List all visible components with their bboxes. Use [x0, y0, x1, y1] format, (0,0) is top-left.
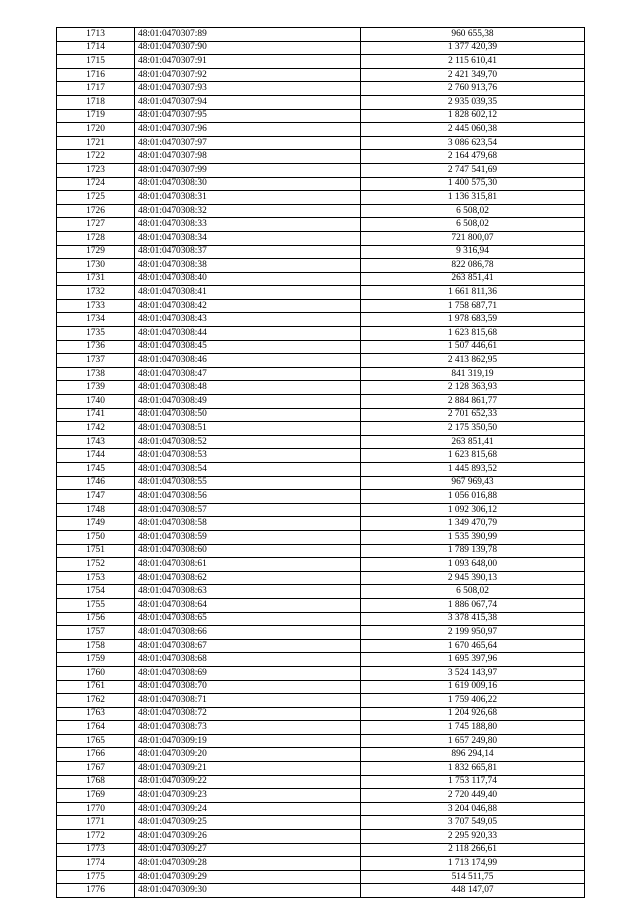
cadastral-value-cell: 2 175 350,50 — [361, 422, 585, 436]
table-row — [57, 748, 585, 762]
cadastral-number-cell: 48:01:0470309:19 — [135, 734, 361, 748]
table-row — [57, 653, 585, 667]
table-row — [57, 816, 585, 830]
cadastral-value-cell: 1 056 016,88 — [361, 490, 585, 504]
row-number-cell: 1759 — [57, 653, 135, 667]
table-row — [57, 530, 585, 544]
cadastral-value-cell: 3 086 623,54 — [361, 136, 585, 150]
row-number-cell: 1769 — [57, 789, 135, 803]
row-number-cell: 1721 — [57, 136, 135, 150]
cadastral-number-cell: 48:01:0470307:96 — [135, 123, 361, 137]
row-number-cell: 1716 — [57, 68, 135, 82]
table-row — [57, 762, 585, 776]
cadastral-number-cell: 48:01:0470308:53 — [135, 449, 361, 463]
cadastral-number-cell: 48:01:0470308:45 — [135, 340, 361, 354]
row-number-cell: 1734 — [57, 313, 135, 327]
cadastral-value-cell: 2 884 861,77 — [361, 395, 585, 409]
cadastral-value-cell: 2 445 060,38 — [361, 123, 585, 137]
cadastral-number-cell: 48:01:0470308:32 — [135, 204, 361, 218]
cadastral-number-cell: 48:01:0470308:73 — [135, 721, 361, 735]
row-number-cell: 1733 — [57, 299, 135, 313]
cadastral-value-cell: 1 670 465,64 — [361, 639, 585, 653]
row-number-cell: 1728 — [57, 231, 135, 245]
table-row — [57, 381, 585, 395]
cadastral-number-cell: 48:01:0470308:57 — [135, 503, 361, 517]
cadastral-value-cell: 3 204 046,88 — [361, 802, 585, 816]
row-number-cell: 1762 — [57, 694, 135, 708]
row-number-cell: 1752 — [57, 558, 135, 572]
table-row — [57, 463, 585, 477]
table-row — [57, 231, 585, 245]
row-number-cell: 1764 — [57, 721, 135, 735]
cadastral-value-cell: 263 851,41 — [361, 272, 585, 286]
cadastral-value-cell: 1 978 683,59 — [361, 313, 585, 327]
row-number-cell: 1755 — [57, 598, 135, 612]
cadastral-number-cell: 48:01:0470308:43 — [135, 313, 361, 327]
table-row — [57, 95, 585, 109]
cadastral-value-cell: 1 377 420,39 — [361, 41, 585, 55]
row-number-cell: 1773 — [57, 843, 135, 857]
cadastral-number-cell: 48:01:0470307:89 — [135, 28, 361, 42]
table-row — [57, 259, 585, 273]
table-row — [57, 884, 585, 898]
row-number-cell: 1757 — [57, 626, 135, 640]
cadastral-number-cell: 48:01:0470308:66 — [135, 626, 361, 640]
row-number-cell: 1765 — [57, 734, 135, 748]
cadastral-value-cell: 3 378 415,38 — [361, 612, 585, 626]
cadastral-number-cell: 48:01:0470308:59 — [135, 530, 361, 544]
cadastral-number-cell: 48:01:0470308:68 — [135, 653, 361, 667]
row-number-cell: 1768 — [57, 775, 135, 789]
cadastral-number-cell: 48:01:0470308:70 — [135, 680, 361, 694]
cadastral-value-cell: 822 086,78 — [361, 259, 585, 273]
cadastral-number-cell: 48:01:0470308:44 — [135, 327, 361, 341]
cadastral-number-cell: 48:01:0470308:54 — [135, 463, 361, 477]
cadastral-number-cell: 48:01:0470308:34 — [135, 231, 361, 245]
cadastral-value-cell: 1 745 188,80 — [361, 721, 585, 735]
table-row — [57, 123, 585, 137]
table-row — [57, 666, 585, 680]
cadastral-value-cell: 1 507 446,61 — [361, 340, 585, 354]
cadastral-value-cell: 448 147,07 — [361, 884, 585, 898]
cadastral-number-cell: 48:01:0470308:42 — [135, 299, 361, 313]
table-row — [57, 503, 585, 517]
cadastral-number-cell: 48:01:0470308:37 — [135, 245, 361, 259]
cadastral-value-cell: 1 828 602,12 — [361, 109, 585, 123]
cadastral-value-cell: 1 753 117,74 — [361, 775, 585, 789]
table-row — [57, 775, 585, 789]
cadastral-value-cell: 6 508,02 — [361, 585, 585, 599]
table-row — [57, 408, 585, 422]
cadastral-value-cell: 967 969,43 — [361, 476, 585, 490]
row-number-cell: 1725 — [57, 191, 135, 205]
cadastral-number-cell: 48:01:0470307:97 — [135, 136, 361, 150]
cadastral-number-cell: 48:01:0470309:20 — [135, 748, 361, 762]
cadastral-value-cell: 2 747 541,69 — [361, 163, 585, 177]
row-number-cell: 1722 — [57, 150, 135, 164]
cadastral-value-cell: 1 789 139,78 — [361, 544, 585, 558]
row-number-cell: 1775 — [57, 870, 135, 884]
table-row — [57, 313, 585, 327]
cadastral-number-cell: 48:01:0470309:26 — [135, 830, 361, 844]
row-number-cell: 1766 — [57, 748, 135, 762]
row-number-cell: 1746 — [57, 476, 135, 490]
cadastral-value-cell: 1 623 815,68 — [361, 449, 585, 463]
cadastral-value-cell: 9 316,94 — [361, 245, 585, 259]
row-number-cell: 1753 — [57, 571, 135, 585]
cadastral-number-cell: 48:01:0470308:72 — [135, 707, 361, 721]
cadastral-number-cell: 48:01:0470307:92 — [135, 68, 361, 82]
table-row — [57, 55, 585, 69]
table-row — [57, 150, 585, 164]
row-number-cell: 1760 — [57, 666, 135, 680]
table-row — [57, 136, 585, 150]
cadastral-value-cell: 1 093 648,00 — [361, 558, 585, 572]
cadastral-number-cell: 48:01:0470308:62 — [135, 571, 361, 585]
table-row — [57, 585, 585, 599]
row-number-cell: 1745 — [57, 463, 135, 477]
table-row — [57, 82, 585, 96]
table-row — [57, 245, 585, 259]
row-number-cell: 1772 — [57, 830, 135, 844]
table-row — [57, 395, 585, 409]
row-number-cell: 1747 — [57, 490, 135, 504]
cadastral-number-cell: 48:01:0470309:23 — [135, 789, 361, 803]
cadastral-number-cell: 48:01:0470308:33 — [135, 218, 361, 232]
table-row — [57, 612, 585, 626]
cadastral-number-cell: 48:01:0470309:24 — [135, 802, 361, 816]
table-row — [57, 41, 585, 55]
table-row — [57, 721, 585, 735]
row-number-cell: 1719 — [57, 109, 135, 123]
cadastral-value-cell: 1 713 174,99 — [361, 857, 585, 871]
cadastral-number-cell: 48:01:0470308:47 — [135, 367, 361, 381]
cadastral-number-cell: 48:01:0470308:38 — [135, 259, 361, 273]
cadastral-value-cell: 2 935 039,35 — [361, 95, 585, 109]
cadastral-number-cell: 48:01:0470308:56 — [135, 490, 361, 504]
cadastral-number-cell: 48:01:0470309:25 — [135, 816, 361, 830]
cadastral-number-cell: 48:01:0470307:99 — [135, 163, 361, 177]
cadastral-number-cell: 48:01:0470308:49 — [135, 395, 361, 409]
row-number-cell: 1718 — [57, 95, 135, 109]
row-number-cell: 1756 — [57, 612, 135, 626]
row-number-cell: 1740 — [57, 395, 135, 409]
table-row — [57, 163, 585, 177]
table-row — [57, 354, 585, 368]
row-number-cell: 1732 — [57, 286, 135, 300]
row-number-cell: 1730 — [57, 259, 135, 273]
cadastral-number-cell: 48:01:0470308:60 — [135, 544, 361, 558]
cadastral-value-cell: 1 759 406,22 — [361, 694, 585, 708]
cadastral-number-cell: 48:01:0470309:29 — [135, 870, 361, 884]
table-row — [57, 734, 585, 748]
cadastral-value-cell: 1 832 665,81 — [361, 762, 585, 776]
cadastral-value-cell: 1 400 575,30 — [361, 177, 585, 191]
table-row — [57, 802, 585, 816]
row-number-cell: 1737 — [57, 354, 135, 368]
cadastral-value-cell: 3 524 143,97 — [361, 666, 585, 680]
table-row — [57, 857, 585, 871]
row-number-cell: 1763 — [57, 707, 135, 721]
table-row — [57, 422, 585, 436]
cadastral-number-cell: 48:01:0470308:41 — [135, 286, 361, 300]
table-row — [57, 177, 585, 191]
cadastral-value-cell: 841 319,19 — [361, 367, 585, 381]
cadastral-value-cell: 960 655,38 — [361, 28, 585, 42]
cadastral-value-cell: 721 800,07 — [361, 231, 585, 245]
cadastral-value-cell: 1 695 397,96 — [361, 653, 585, 667]
row-number-cell: 1739 — [57, 381, 135, 395]
row-number-cell: 1729 — [57, 245, 135, 259]
row-number-cell: 1727 — [57, 218, 135, 232]
cadastral-number-cell: 48:01:0470308:48 — [135, 381, 361, 395]
cadastral-number-cell: 48:01:0470307:95 — [135, 109, 361, 123]
cadastral-value-cell: 1 619 009,16 — [361, 680, 585, 694]
cadastral-number-cell: 48:01:0470309:28 — [135, 857, 361, 871]
row-number-cell: 1741 — [57, 408, 135, 422]
table-row — [57, 327, 585, 341]
row-number-cell: 1770 — [57, 802, 135, 816]
cadastral-value-cell: 2 413 862,95 — [361, 354, 585, 368]
cadastral-number-cell: 48:01:0470308:61 — [135, 558, 361, 572]
cadastral-value-cell: 1 661 811,36 — [361, 286, 585, 300]
row-number-cell: 1717 — [57, 82, 135, 96]
cadastral-value-cell: 2 128 363,93 — [361, 381, 585, 395]
cadastral-number-cell: 48:01:0470309:27 — [135, 843, 361, 857]
row-number-cell: 1715 — [57, 55, 135, 69]
cadastral-value-cell: 1 535 390,99 — [361, 530, 585, 544]
table-row — [57, 340, 585, 354]
table-row — [57, 68, 585, 82]
cadastral-value-cell: 1 758 687,71 — [361, 299, 585, 313]
table-row — [57, 544, 585, 558]
cadastral-number-cell: 48:01:0470307:90 — [135, 41, 361, 55]
row-number-cell: 1776 — [57, 884, 135, 898]
row-number-cell: 1723 — [57, 163, 135, 177]
row-number-cell: 1731 — [57, 272, 135, 286]
row-number-cell: 1714 — [57, 41, 135, 55]
row-number-cell: 1744 — [57, 449, 135, 463]
table-row — [57, 299, 585, 313]
row-number-cell: 1726 — [57, 204, 135, 218]
table-row — [57, 476, 585, 490]
table-row — [57, 517, 585, 531]
row-number-cell: 1754 — [57, 585, 135, 599]
row-number-cell: 1750 — [57, 530, 135, 544]
cadastral-number-cell: 48:01:0470308:40 — [135, 272, 361, 286]
cadastral-number-cell: 48:01:0470308:67 — [135, 639, 361, 653]
cadastral-number-cell: 48:01:0470308:71 — [135, 694, 361, 708]
cadastral-number-cell: 48:01:0470308:64 — [135, 598, 361, 612]
table-row — [57, 598, 585, 612]
cadastral-number-cell: 48:01:0470308:63 — [135, 585, 361, 599]
cadastral-number-cell: 48:01:0470307:93 — [135, 82, 361, 96]
cadastral-number-cell: 48:01:0470309:21 — [135, 762, 361, 776]
cadastral-number-cell: 48:01:0470308:58 — [135, 517, 361, 531]
cadastral-number-cell: 48:01:0470308:52 — [135, 435, 361, 449]
table-row — [57, 626, 585, 640]
cadastral-number-cell: 48:01:0470308:69 — [135, 666, 361, 680]
row-number-cell: 1736 — [57, 340, 135, 354]
cadastral-value-cell: 2 295 920,33 — [361, 830, 585, 844]
cadastral-number-cell: 48:01:0470308:55 — [135, 476, 361, 490]
table-body — [57, 28, 585, 898]
cadastral-value-cell: 1 204 926,68 — [361, 707, 585, 721]
row-number-cell: 1738 — [57, 367, 135, 381]
table-row — [57, 830, 585, 844]
row-number-cell: 1758 — [57, 639, 135, 653]
cadastral-number-cell: 48:01:0470307:91 — [135, 55, 361, 69]
cadastral-value-cell: 1 136 315,81 — [361, 191, 585, 205]
cadastral-value-cell: 1 623 815,68 — [361, 327, 585, 341]
cadastral-value-cell: 2 720 449,40 — [361, 789, 585, 803]
table-row — [57, 571, 585, 585]
cadastral-number-cell: 48:01:0470308:31 — [135, 191, 361, 205]
cadastral-number-cell: 48:01:0470308:50 — [135, 408, 361, 422]
cadastral-number-cell: 48:01:0470309:22 — [135, 775, 361, 789]
table-row — [57, 204, 585, 218]
data-table — [56, 27, 585, 898]
row-number-cell: 1743 — [57, 435, 135, 449]
cadastral-value-cell: 2 945 390,13 — [361, 571, 585, 585]
table-row — [57, 191, 585, 205]
row-number-cell: 1771 — [57, 816, 135, 830]
table-row — [57, 639, 585, 653]
cadastral-value-cell: 2 701 652,33 — [361, 408, 585, 422]
cadastral-value-cell: 3 707 549,05 — [361, 816, 585, 830]
row-number-cell: 1751 — [57, 544, 135, 558]
cadastral-value-cell: 514 511,75 — [361, 870, 585, 884]
row-number-cell: 1761 — [57, 680, 135, 694]
cadastral-value-cell: 1 445 893,52 — [361, 463, 585, 477]
table-row — [57, 218, 585, 232]
table-row — [57, 680, 585, 694]
row-number-cell: 1713 — [57, 28, 135, 42]
row-number-cell: 1720 — [57, 123, 135, 137]
row-number-cell: 1767 — [57, 762, 135, 776]
cadastral-number-cell: 48:01:0470308:46 — [135, 354, 361, 368]
cadastral-number-cell: 48:01:0470308:30 — [135, 177, 361, 191]
table-row — [57, 367, 585, 381]
cadastral-value-cell: 2 115 610,41 — [361, 55, 585, 69]
table-row — [57, 28, 585, 42]
table-row — [57, 286, 585, 300]
table-row — [57, 707, 585, 721]
cadastral-number-cell: 48:01:0470309:30 — [135, 884, 361, 898]
table-row — [57, 449, 585, 463]
cadastral-number-cell: 48:01:0470308:65 — [135, 612, 361, 626]
cadastral-value-cell: 1 657 249,80 — [361, 734, 585, 748]
table-row — [57, 870, 585, 884]
table-row — [57, 109, 585, 123]
row-number-cell: 1748 — [57, 503, 135, 517]
cadastral-value-cell: 1 092 306,12 — [361, 503, 585, 517]
table-row — [57, 558, 585, 572]
cadastral-value-cell: 2 760 913,76 — [361, 82, 585, 96]
row-number-cell: 1774 — [57, 857, 135, 871]
row-number-cell: 1735 — [57, 327, 135, 341]
cadastral-number-cell: 48:01:0470307:94 — [135, 95, 361, 109]
cadastral-value-cell: 263 851,41 — [361, 435, 585, 449]
table-row — [57, 694, 585, 708]
table-row — [57, 789, 585, 803]
cadastral-value-cell: 6 508,02 — [361, 218, 585, 232]
cadastral-value-cell: 2 118 266,61 — [361, 843, 585, 857]
cadastral-number-cell: 48:01:0470307:98 — [135, 150, 361, 164]
cadastral-value-cell: 896 294,14 — [361, 748, 585, 762]
table-row — [57, 843, 585, 857]
cadastral-value-cell: 2 164 479,68 — [361, 150, 585, 164]
cadastral-number-cell: 48:01:0470308:51 — [135, 422, 361, 436]
row-number-cell: 1742 — [57, 422, 135, 436]
table-row — [57, 272, 585, 286]
cadastral-value-cell: 6 508,02 — [361, 204, 585, 218]
cadastral-value-cell: 2 421 349,70 — [361, 68, 585, 82]
row-number-cell: 1749 — [57, 517, 135, 531]
cadastral-value-cell: 1 349 470,79 — [361, 517, 585, 531]
table-row — [57, 490, 585, 504]
table-row — [57, 435, 585, 449]
row-number-cell: 1724 — [57, 177, 135, 191]
cadastral-value-cell: 1 886 067,74 — [361, 598, 585, 612]
cadastral-value-cell: 2 199 950,97 — [361, 626, 585, 640]
